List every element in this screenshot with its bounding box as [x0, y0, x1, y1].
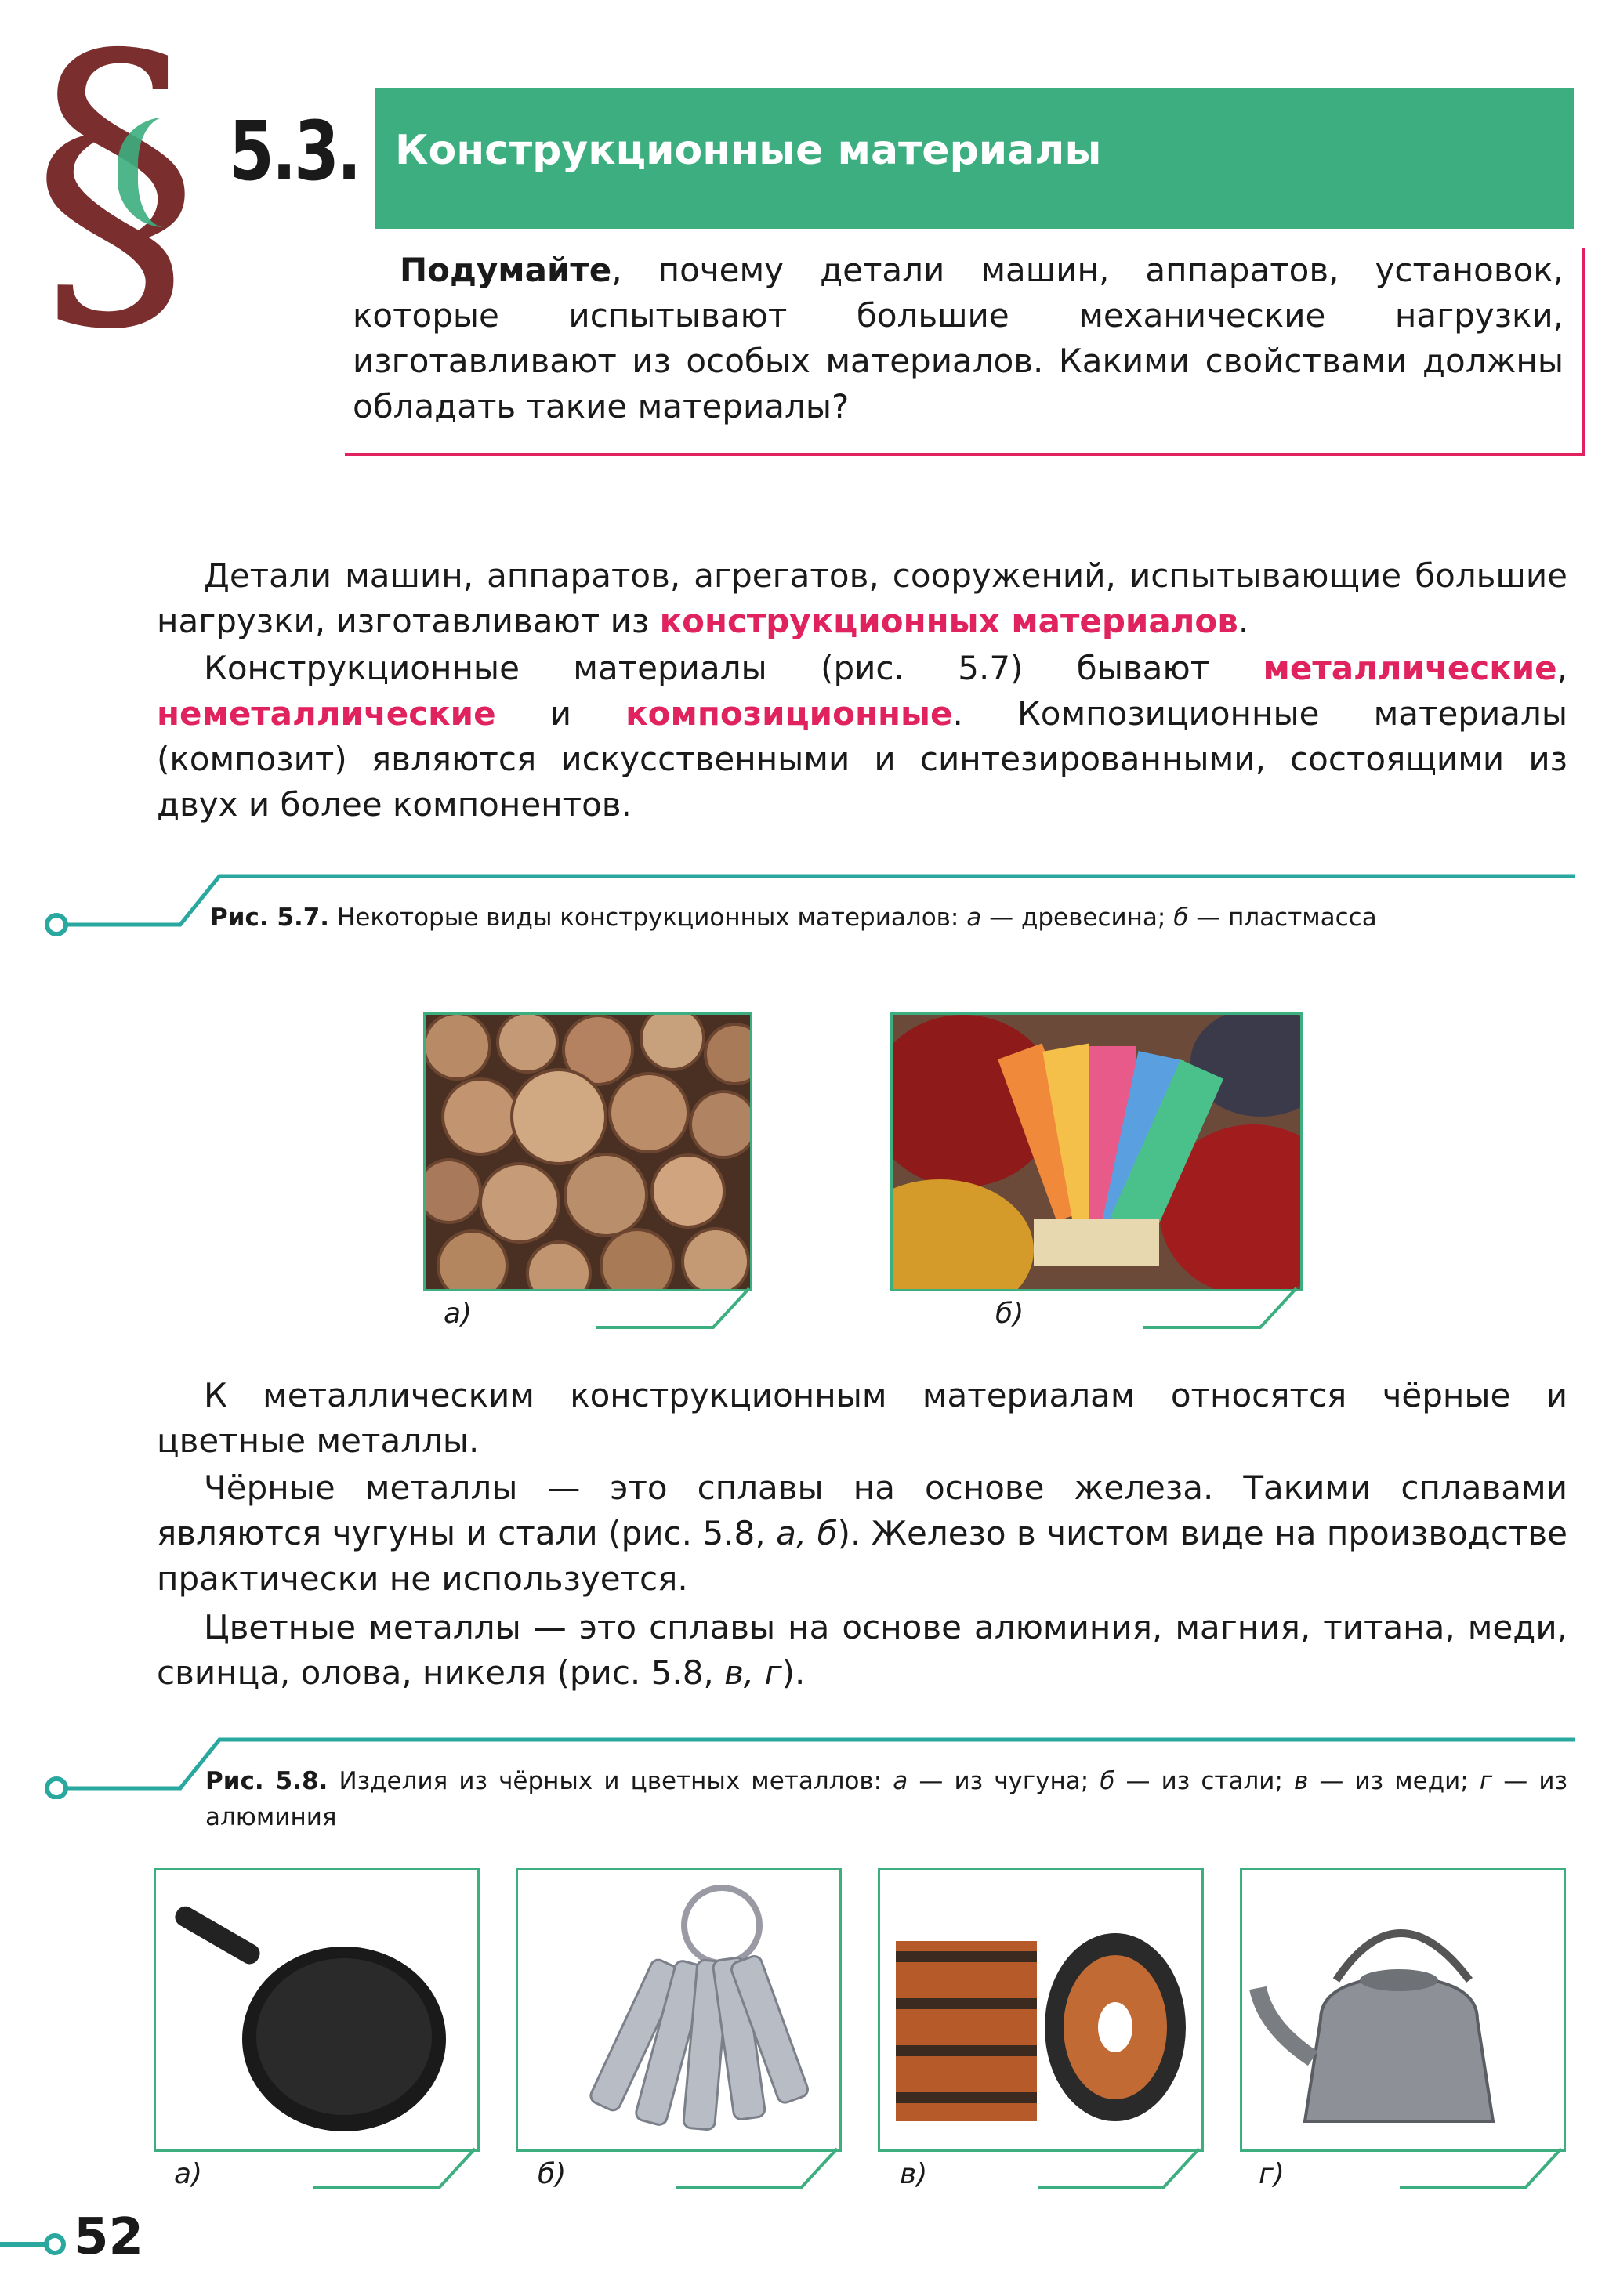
- caption-5-8: Рис. 5.8. Изделия из чёрных и цветных металлов: а — из чугуна; б — из стали; в — из меди; г — из алюминия: [205, 1767, 1567, 1831]
- think-box-lead: Подумайте: [400, 251, 612, 289]
- paragraph-2: Конструкционные материалы (рис. 5.7) бывают металлические, неметаллические и композиционные. Композиционные материалы (композит) являются искусственными и синтезированными, состоящими из двух и более компонентов.: [157, 649, 1568, 824]
- think-box-question: , почему детали машин, аппаратов, установок, которые испытывают большие механические нагрузки, изготавливают из особых материалов. Какими свойствами должны обладать такие материалы?: [353, 251, 1564, 426]
- page-number: 52: [74, 2208, 144, 2266]
- frame-corner-kettle: [1400, 2146, 1564, 2193]
- paragraph-3: К металлическим конструкционным материалам относятся чёрные и цветные металлы.: [157, 1376, 1567, 1460]
- frame-corner-plastic: [1143, 1285, 1299, 1332]
- section-number: 5.3.: [229, 103, 360, 199]
- label-5-7-a: а): [444, 1298, 473, 1330]
- image-copper-wire: [878, 1868, 1204, 2152]
- term-structural-materials: конструкционных материалов: [659, 602, 1238, 640]
- frame-corner-wire: [1038, 2146, 1202, 2193]
- paragraph-4: Чёрные металлы — это сплавы на основе железа. Такими сплавами являются чугуны и стали (рис. 5.8, а, б). Железо в чистом виде на производстве практически не используется.: [157, 1468, 1567, 1598]
- term-metallic: металлические: [1263, 649, 1557, 687]
- title-bar: [375, 88, 1574, 229]
- image-cast-iron-pan: [154, 1868, 480, 2152]
- image-wood: [423, 1012, 752, 1291]
- image-steel-keys: [516, 1868, 842, 2152]
- section-symbol: §: [31, 0, 200, 376]
- term-nonmetallic: неметаллические: [157, 694, 496, 733]
- paragraph-5: Цветные металлы — это сплавы на основе алюминия, магния, титана, меди, свинца, олова, никеля (рис. 5.8, в, г).: [157, 1608, 1567, 1692]
- image-plastic: [890, 1012, 1303, 1291]
- caption-5-7: Рис. 5.7. Некоторые виды конструкционных материалов: а — древесина; б — пластмасса: [210, 904, 1377, 932]
- image-aluminium-kettle: [1240, 1868, 1566, 2152]
- caption-5-8-label: Рис. 5.8.: [205, 1767, 328, 1795]
- think-box: [345, 248, 1585, 456]
- page-number-marker: [0, 2229, 71, 2260]
- frame-corner-keys: [676, 2146, 840, 2193]
- think-box-text: [353, 248, 1564, 429]
- label-5-8-d: г): [1259, 2158, 1285, 2190]
- label-5-8-a: а): [174, 2158, 203, 2190]
- label-5-8-b: б): [538, 2158, 567, 2190]
- frame-corner-wood: [596, 1285, 752, 1332]
- label-5-7-b: б): [995, 1298, 1024, 1330]
- frame-corner-pan: [313, 2146, 478, 2193]
- term-composite: композиционные: [625, 694, 953, 733]
- label-5-8-c: в): [900, 2158, 928, 2190]
- caption-5-7-label: Рис. 5.7.: [210, 904, 330, 932]
- paragraph-1: Детали машин, аппаратов, агрегатов, сооружений, испытывающие большие нагрузки, изготавливают из конструкционных материалов.: [157, 556, 1567, 640]
- page-title: Конструкционные материалы: [395, 127, 1102, 174]
